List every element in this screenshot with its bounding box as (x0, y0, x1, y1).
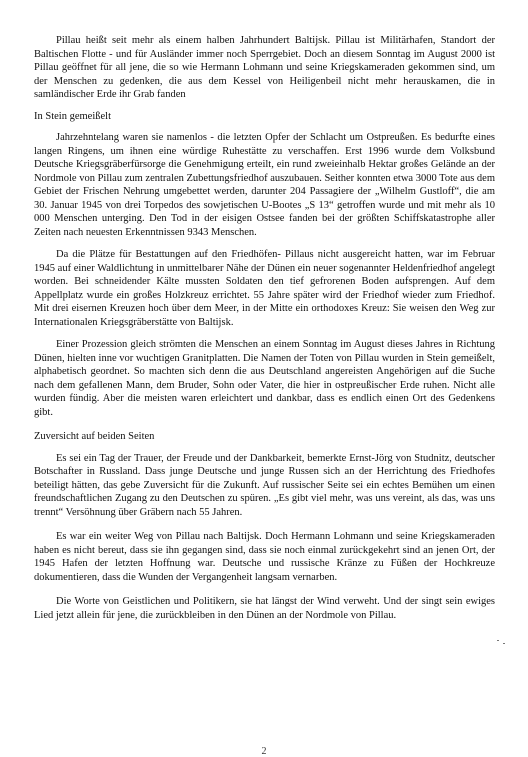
document-page (34, 34, 495, 622)
paragraph-prozession: Einer Prozession gleich strömten die Menschen an einem Sonntag im August dieses Jahres in Richtung Dünen, hielten inne vor wuchtigen Granitplatten. Die Namen der Toten von Pillau wurden in Stein gemeißelt, alphabetisch geordnet. So machten sich denn die aus Deutschland angereisten Angehörigen auf die Suche nach dem gefallenen Mann, dem Bruder, Sohn oder Vater, die hier in ostpreußischer Erde ruhen. Nicht alle wurden fündig. Aber die meisten waren erleichtert und dankbar, dass es endlich einen Ort des Gedenkens gibt. (34, 339, 495, 418)
paragraph-heldenfriedhof: Da die Plätze für Bestattungen auf den Friedhöfen- Pillaus nicht ausgereicht hatten, war im Februar 1945 auf einer Waldlichtung in unmittelbarer Nähe der Dünen ein neuer sogenannter Heldenfriedhof angelegt worden. Bei schneidender Kälte mussten Soldaten den tief gefrorenen Boden aufsprengen. Auf dem Appellplatz wurde ein großes Holzkreuz errichtet. 55 Jahre später wird der Friedhof wieder zum Friedhof. Mit drei eisernen Kreuzen hoch über dem Meer, in der Mitte ein orthodoxes Kreuz: Sie weisen den Weg zur Internationalen Kriegsgräberstätte von Baltijsk. (34, 249, 495, 328)
scan-speck (497, 640, 499, 641)
paragraph-weiter-weg: Es war ein weiter Weg von Pillau nach Baltijsk. Doch Hermann Lohmann und seine Kriegskameraden haben es nicht bereut, dass sie ihn gegangen sind, dass sie noch einmal zurückgekehrt sind an jenen Ort, der 1945 Hafen der letzten Hoffnung war. Deutsche und russische Kränze zu Füßen der Hochkreuze dokumentieren, dass die Wunden der Vergangenheit langsam vernarben. (34, 531, 495, 583)
paragraph-namenlos: Jahrzehntelang waren sie namenlos - die letzten Opfer der Schlacht um Ostpreußen. Es bedurfte eines langen Ringens, um ihnen eine würdige Ruhestätte zu verschaffen. Erst 1996 wurde dem Volksbund Deutsche Kriegsgräberfürsorge die Genehmigung erteilt, ein rund zweieinhalb Hektar großes Gelände an der Nordmole von Pillau zum zentralen Zubettungsfriedhof auszubauen. Seither konnten etwa 3000 Tote aus dem Gebiet der Frischen Nehrung umgebettet werden, darunter 204 Passagiere der „Wilhelm Gustloff“, die am 30. Januar 1945 von drei Torpedos des sowjetischen U-Bootes „S 13“ getroffen wurde und mit mehr als 10 000 Menschen unterging. Den Tod in der eisigen Ostsee fanden bei der größten Schiffskatastrophe aller Zeiten nach neuesten Erkenntnissen 9343 Menschen. (34, 132, 495, 238)
section-heading-in-stein-gemeisselt: In Stein gemeißelt (34, 110, 111, 122)
paragraph-intro: Pillau heißt seit mehr als einem halben Jahrhundert Baltijsk. Pillau ist Militärhafen, Standort der Baltischen Flotte - und für Ausländer immer noch Sperrgebiet. Doch an diesem Sonntag im August 2000 ist Pillau geöffnet für all jene, die so wie Hermann Lohmann und seine Kriegskameraden gekommen sind, um der Menschen zu gedenken, die aus dem Kessel von Heiligenbeil nicht mehr herauskamen, die in samländischer Erde ihr Grab fanden (34, 35, 495, 100)
paragraph-worte: Die Worte von Geistlichen und Politikern, sie hat längst der Wind verweht. Und der singt sein ewiges Lied jetzt allein für jene, die zurückbleiben in den Dünen an der Nordmole von Pillau. (34, 596, 495, 621)
paragraph-trauer-freude: Es sei ein Tag der Trauer, der Freude und der Dankbarkeit, bemerkte Ernst-Jörg von Studnitz, deutscher Botschafter in Russland. Dass junge Deutsche und junge Russen sich an der Herrichtung des Friedhofes beteiligt hätten, das gebe Zuversicht für die Zukunft. Auf russischer Seite sei ein echtes Bemühen um einen freundschaftlichen Zugang zu den Deutschen zu spüren. „Es gibt viel mehr, was uns vereint, als das, was uns trennt“ Versöhnung über Gräbern nach 55 Jahren. (34, 452, 495, 518)
page-number: 2 (261, 746, 267, 757)
section-heading-zuversicht: Zuversicht auf beiden Seiten (34, 431, 155, 442)
scan-speck (503, 643, 505, 644)
